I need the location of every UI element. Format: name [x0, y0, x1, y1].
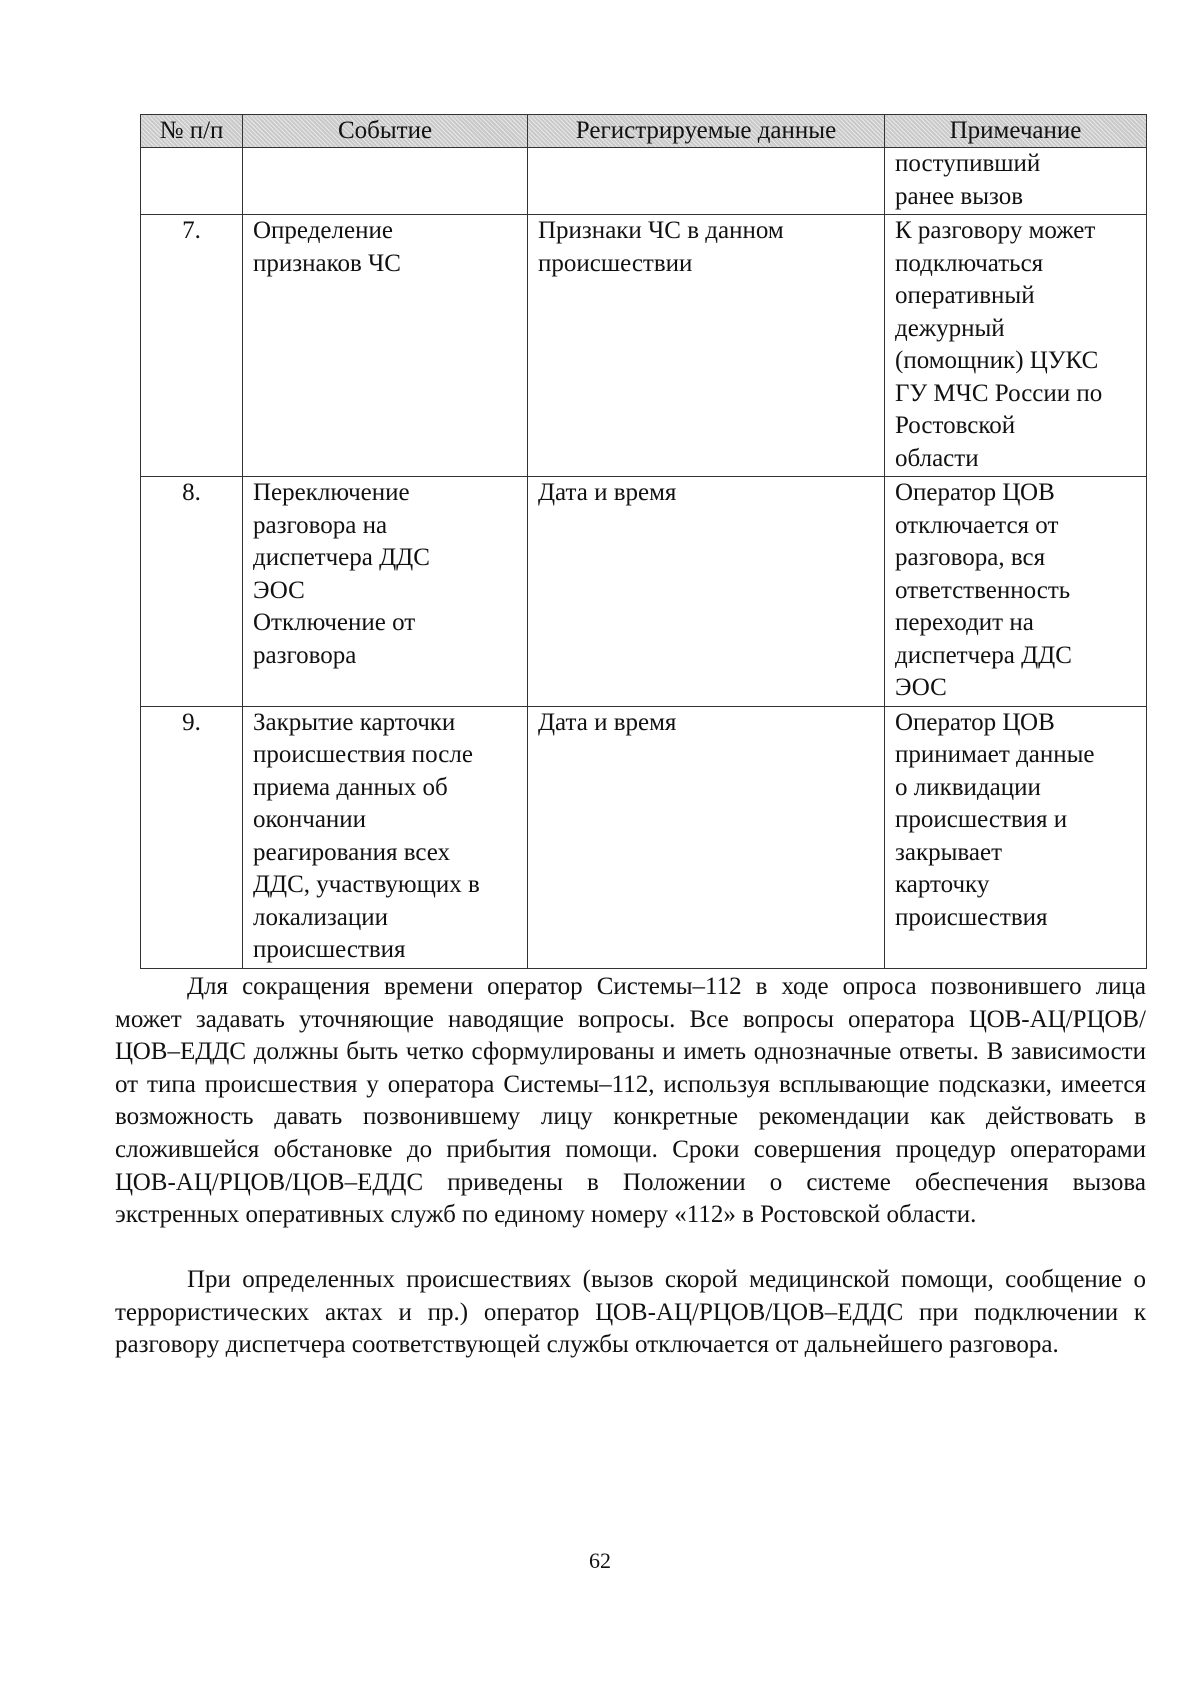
table-header-row — [141, 115, 1147, 148]
row-event: Закрытие карточки происшествия после приема данных об окончании реагирования всех ДДС, участвующих в локализации происшествия — [243, 706, 528, 968]
row-note: К разговору может подключаться оперативный дежурный (помощник) ЦУКС ГУ МЧС России по Ростовской области — [885, 215, 1147, 477]
row-event: Переключение разговора на диспетчера ДДС ЭОС Отключение от разговора — [243, 477, 528, 707]
events-table — [140, 114, 1147, 969]
paragraph-text: Для сокращения времени оператор Системы–112 в ходе опроса позвонившего лица может задавать уточняющие наводящие вопросы. Все вопросы оператора ЦОВ-АЦ/РЦОВ/ЦОВ–ЕДДС должны быть четко сформулированы и иметь однозначные ответы. В зависимости от типа происшествия у оператора Системы–112, используя всплывающие подсказки, имеется возможность давать позвонившему лицу конкретные рекомендации как действовать в сложившейся обстановке до прибытия помощи. Сроки совершения процедур операторами ЦОВ-АЦ/РЦОВ/ЦОВ–ЕДДС приведены в Положении о системе обеспечения вызова экстренных оперативных служб по единому номеру «112» в Ростовской области. — [115, 973, 1146, 1229]
row-note: Оператор ЦОВ принимает данные о ликвидации происшествия и закрывает карточку происшествия — [885, 706, 1147, 968]
row-data — [528, 148, 885, 215]
table-row — [141, 706, 1147, 968]
table-row — [141, 148, 1147, 215]
row-number: 9. — [141, 706, 243, 968]
header-note: Примечание — [885, 115, 1147, 148]
row-data: Признаки ЧС в данном происшествии — [528, 215, 885, 477]
table-row — [141, 215, 1147, 477]
body-paragraph — [115, 1264, 1146, 1362]
row-number: 7. — [141, 215, 243, 477]
row-note: Оператор ЦОВ отключается от разговора, вся ответственность переходит на диспетчера ДДС ЭОС — [885, 477, 1147, 707]
header-number: № п/п — [141, 115, 243, 148]
row-event — [243, 148, 528, 215]
row-event: Определение признаков ЧС — [243, 215, 528, 477]
header-registered-data: Регистрируемые данные — [528, 115, 885, 148]
body-paragraph — [115, 971, 1146, 1232]
row-note: поступивший ранее вызов — [885, 148, 1147, 215]
row-data: Дата и время — [528, 706, 885, 968]
row-number: 8. — [141, 477, 243, 707]
table-row — [141, 477, 1147, 707]
header-event: Событие — [243, 115, 528, 148]
paragraph-text: При определенных происшествиях (вызов скорой медицинской помощи, сообщение о террористических актах и пр.) оператор ЦОВ-АЦ/РЦОВ/ЦОВ–ЕДДС при подключении к разговору диспетчера соответствующей службы отключается от дальнейшего разговора. — [115, 1266, 1146, 1359]
row-data: Дата и время — [528, 477, 885, 707]
page-number: 62 — [589, 1548, 611, 1573]
row-number — [141, 148, 243, 215]
